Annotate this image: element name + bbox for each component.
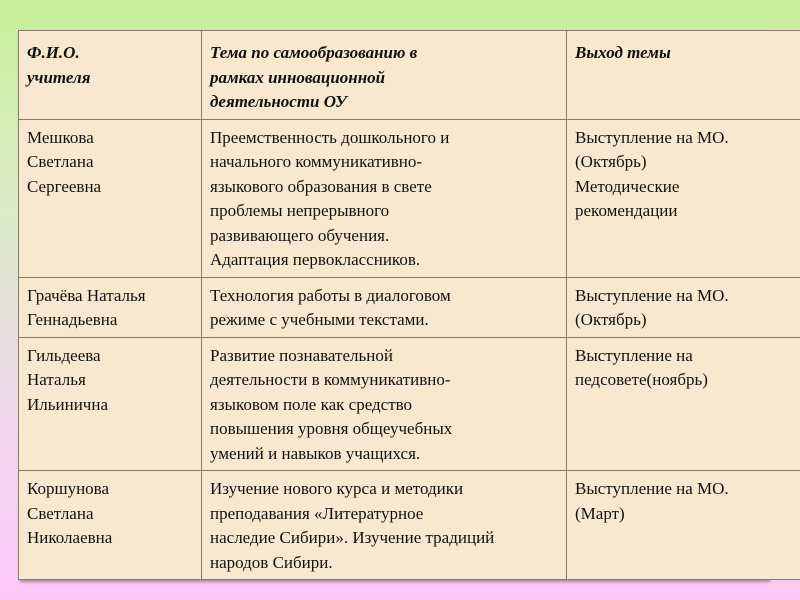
cell-topic: Технология работы в диалоговом режиме с учебными текстами. <box>202 277 567 337</box>
cell-output: Выступление на педсовете(ноябрь) <box>567 337 800 471</box>
self-education-table <box>18 30 768 580</box>
header-teacher-name: Ф.И.О. учителя <box>19 31 202 120</box>
cell-teacher-name: Гильдеева Наталья Ильинична <box>19 337 202 471</box>
cell-teacher-name: Грачёва Наталья Геннадьевна <box>19 277 202 337</box>
table-row <box>19 119 800 277</box>
cell-output: Выступление на МО. (Март) <box>567 471 800 580</box>
table-row <box>19 337 800 471</box>
header-topic-output: Выход темы <box>567 31 800 120</box>
cell-topic: Преемственность дошкольного и начального коммуникативно- языкового образования в свете проблемы непрерывного развивающего обучения. Адаптация первоклассников. <box>202 119 567 277</box>
cell-topic: Развитие познавательной деятельности в коммуникативно- языковом поле как средство повышения уровня общеучебных умений и навыков учащихся. <box>202 337 567 471</box>
teachers-table <box>18 30 800 580</box>
cell-topic: Изучение нового курса и методики преподавания «Литературное наследие Сибири». Изучение традиций народов Сибири. <box>202 471 567 580</box>
header-self-education-topic: Тема по самообразованию в рамках инновационной деятельности ОУ <box>202 31 567 120</box>
cell-output: Выступление на МО. (Октябрь) Методические рекомендации <box>567 119 800 277</box>
cell-teacher-name: Коршунова Светлана Николаевна <box>19 471 202 580</box>
table-row <box>19 277 800 337</box>
cell-teacher-name: Мешкова Светлана Сергеевна <box>19 119 202 277</box>
table-header-row <box>19 31 800 120</box>
cell-output: Выступление на МО. (Октябрь) <box>567 277 800 337</box>
table-row <box>19 471 800 580</box>
